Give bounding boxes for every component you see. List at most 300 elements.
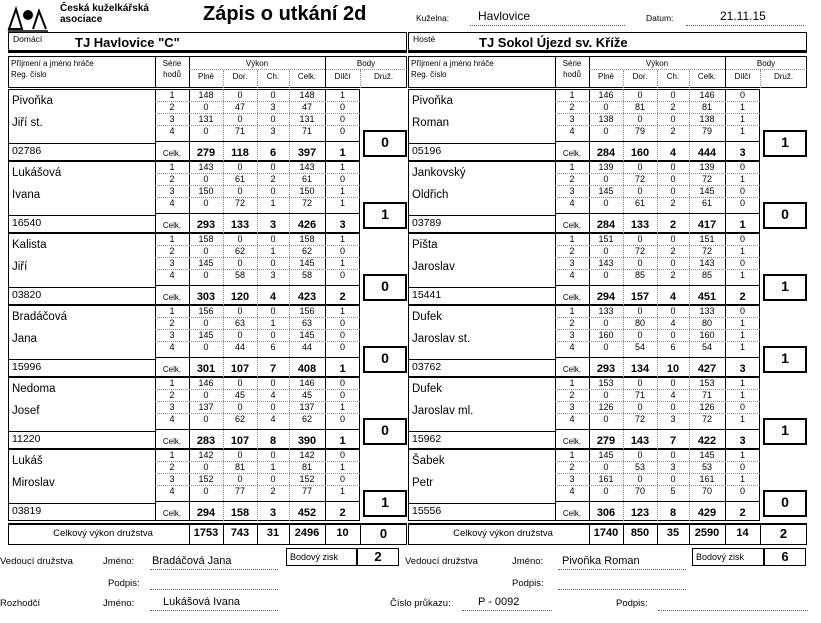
away-series-cell: 4 xyxy=(569,270,575,280)
page-title: Zápis o utkání 2d xyxy=(203,3,367,25)
home-player-reg: 15996 xyxy=(12,361,42,373)
home-player-reg: 03820 xyxy=(12,289,42,301)
away-series-cell: 0 xyxy=(739,90,745,100)
home-series-cell: 0 xyxy=(339,342,345,352)
home-col-ch-header: Ch. xyxy=(266,72,280,81)
away-total-cell: 157 xyxy=(630,291,650,303)
home-series-cell: 2 xyxy=(169,174,175,184)
away-series-cell: 0 xyxy=(637,330,643,340)
referee-podpis-label: Podpis: xyxy=(616,598,648,609)
home-total-cell: 1 xyxy=(339,363,346,375)
home-total-cell: 408 xyxy=(297,363,317,375)
away-series-cell: 160 xyxy=(699,330,715,340)
away-total-cell: 143 xyxy=(630,435,650,447)
home-series-cell: 0 xyxy=(339,114,345,124)
away-series-cell: 3 xyxy=(569,474,575,484)
away-total-cell: 417 xyxy=(697,219,717,231)
away-celk-label: Celk. xyxy=(562,365,582,374)
home-col-dilci-header: Dílčí xyxy=(334,72,351,81)
home-jmeno-label: Jméno: xyxy=(103,556,135,567)
home-series-cell: 0 xyxy=(237,162,243,172)
away-player-reg: 03789 xyxy=(412,217,442,229)
home-celk-label: Celk. xyxy=(162,437,182,446)
away-series-cell: 2 xyxy=(569,102,575,112)
away-team-total-cell: 14 xyxy=(736,527,749,539)
away-series-cell: 1 xyxy=(569,306,575,316)
away-series-cell: 133 xyxy=(598,306,614,316)
away-series-cell: 0 xyxy=(670,90,676,100)
away-series-cell: 0 xyxy=(603,486,609,496)
away-series-cell: 71 xyxy=(701,390,712,400)
away-player-reg: 15556 xyxy=(412,505,442,517)
away-celk-label: Celk. xyxy=(562,509,582,518)
away-total-cell: 8 xyxy=(669,507,677,519)
home-series-cell: 47 xyxy=(234,102,245,112)
away-series-cell: 72 xyxy=(701,246,712,256)
home-series-cell: 0 xyxy=(339,102,345,112)
home-series-cell: 142 xyxy=(198,450,214,460)
home-series-cell: 146 xyxy=(299,378,315,388)
home-col-body-header: Body xyxy=(356,59,376,68)
away-celk-label: Celk. xyxy=(562,221,582,230)
home-series-cell: 1 xyxy=(339,402,345,412)
away-series-cell: 153 xyxy=(598,378,614,388)
away-total-cell: 429 xyxy=(697,507,717,519)
away-series-cell: 80 xyxy=(634,318,645,328)
away-series-cell: 0 xyxy=(603,270,609,280)
away-series-cell: 53 xyxy=(701,462,712,472)
away-series-cell: 0 xyxy=(603,462,609,472)
home-series-cell: 2 xyxy=(169,246,175,256)
away-series-cell: 79 xyxy=(634,126,645,136)
away-series-cell: 143 xyxy=(699,258,715,268)
home-total-cell: 3 xyxy=(269,219,277,231)
away-series-cell: 0 xyxy=(670,258,676,268)
away-series-cell: 70 xyxy=(634,486,645,496)
away-total-cell: 422 xyxy=(697,435,717,447)
away-series-cell: 2 xyxy=(670,102,676,112)
away-series-cell: 2 xyxy=(670,198,676,208)
away-celk-label: Celk. xyxy=(562,293,582,302)
away-series-cell: 1 xyxy=(739,102,745,112)
home-series-cell: 45 xyxy=(301,390,312,400)
home-series-cell: 0 xyxy=(339,390,345,400)
home-total-cell: 8 xyxy=(269,435,277,447)
datum-label: Datum: xyxy=(646,13,674,23)
away-series-cell: 1 xyxy=(739,270,745,280)
home-series-cell: 1 xyxy=(339,486,345,496)
away-player-firstname: Jaroslav xyxy=(412,261,455,273)
home-team-total-cell: 2496 xyxy=(294,527,320,539)
home-celk-label: Celk. xyxy=(162,149,182,158)
home-series-cell: 0 xyxy=(339,174,345,184)
away-total-cell: 160 xyxy=(630,147,650,159)
home-series-cell: 0 xyxy=(270,258,276,268)
away-series-cell: 146 xyxy=(699,90,715,100)
away-series-cell: 2 xyxy=(569,462,575,472)
home-series-cell: 0 xyxy=(339,126,345,136)
away-series-cell: 0 xyxy=(670,306,676,316)
away-series-cell: 0 xyxy=(670,186,676,196)
away-series-cell: 54 xyxy=(701,342,712,352)
home-total-cell: 107 xyxy=(230,363,250,375)
away-series-cell: 0 xyxy=(637,162,643,172)
home-series-cell: 0 xyxy=(270,474,276,484)
away-series-cell: 1 xyxy=(739,246,745,256)
away-series-cell: 1 xyxy=(739,390,745,400)
home-total-cell: 133 xyxy=(230,219,250,231)
home-series-cell: 0 xyxy=(270,234,276,244)
home-series-cell: 2 xyxy=(169,390,175,400)
home-series-cell: 62 xyxy=(234,414,245,424)
away-series-cell: 0 xyxy=(739,306,745,316)
home-series-cell: 0 xyxy=(270,450,276,460)
home-series-cell: 2 xyxy=(169,102,175,112)
away-series-cell: 0 xyxy=(670,450,676,460)
home-series-cell: 143 xyxy=(299,162,315,172)
away-series-cell: 0 xyxy=(637,234,643,244)
home-player-surname: Kalista xyxy=(12,239,47,251)
home-series-cell: 0 xyxy=(203,390,209,400)
home-total-cell: 120 xyxy=(230,291,250,303)
away-player-points: 0 xyxy=(763,490,807,517)
home-series-cell: 1 xyxy=(169,450,175,460)
home-col-hodu-header: hodů xyxy=(163,70,181,79)
away-player-firstname: Petr xyxy=(412,477,434,489)
home-series-cell: 0 xyxy=(270,402,276,412)
home-player-reg: 02786 xyxy=(12,145,42,157)
away-player-points: 0 xyxy=(763,202,807,229)
home-series-cell: 0 xyxy=(203,486,209,496)
home-player-surname: Bradáčová xyxy=(12,311,67,323)
home-player-firstname: Jana xyxy=(12,333,37,345)
home-series-cell: 0 xyxy=(203,414,209,424)
org-line2: asociace xyxy=(60,14,103,25)
away-col-celk-header: Celk. xyxy=(697,72,717,81)
home-player-firstname: Ivana xyxy=(12,189,41,201)
home-series-cell: 145 xyxy=(198,330,214,340)
home-series-cell: 3 xyxy=(270,126,276,136)
home-series-cell: 150 xyxy=(198,186,214,196)
away-jmeno-label: Jméno: xyxy=(512,556,544,567)
home-total-cell: 3 xyxy=(339,219,346,231)
away-series-cell: 0 xyxy=(603,342,609,352)
away-col-name-header: Příjmení a jméno hráče xyxy=(411,59,494,68)
away-series-cell: 0 xyxy=(739,258,745,268)
away-series-cell: 0 xyxy=(637,186,643,196)
away-col-vykon-header: Výkon xyxy=(645,59,669,68)
home-col-name-header: Příjmení a jméno hráče xyxy=(11,59,94,68)
away-podpis-label: Podpis: xyxy=(512,578,544,589)
home-total-cell: 2 xyxy=(339,507,346,519)
away-total-cell: 134 xyxy=(630,363,650,375)
home-series-cell: 61 xyxy=(301,174,312,184)
away-series-cell: 1 xyxy=(569,378,575,388)
home-series-cell: 1 xyxy=(169,162,175,172)
home-total-cell: 294 xyxy=(196,507,216,519)
home-series-cell: 71 xyxy=(234,126,245,136)
datum-value: 21.11.15 xyxy=(720,9,766,23)
home-series-cell: 131 xyxy=(299,114,315,124)
home-series-cell: 0 xyxy=(203,342,209,352)
home-team-total-cell: 31 xyxy=(266,527,280,539)
away-series-cell: 0 xyxy=(603,126,609,136)
home-team-name: TJ Havlovice "C" xyxy=(75,35,180,50)
away-series-cell: 79 xyxy=(701,126,712,136)
home-player-surname: Pivoňka xyxy=(12,95,53,107)
away-series-cell: 3 xyxy=(569,402,575,412)
away-series-cell: 1 xyxy=(739,318,745,328)
home-series-cell: 0 xyxy=(270,186,276,196)
away-player-reg: 15962 xyxy=(412,433,442,445)
home-series-cell: 1 xyxy=(169,234,175,244)
away-series-cell: 1 xyxy=(739,114,745,124)
home-total-cell: 426 xyxy=(297,219,317,231)
away-series-cell: 0 xyxy=(670,234,676,244)
home-series-cell: 4 xyxy=(270,390,276,400)
away-series-cell: 80 xyxy=(701,318,712,328)
away-series-cell: 70 xyxy=(701,486,712,496)
away-total-cell: 4 xyxy=(669,291,677,303)
away-series-cell: 72 xyxy=(701,414,712,424)
away-col-druz-header: Druž. xyxy=(773,72,794,81)
away-series-cell: 1 xyxy=(569,234,575,244)
home-total-cell: 1 xyxy=(339,147,346,159)
home-series-cell: 62 xyxy=(234,246,245,256)
away-total-cell: 4 xyxy=(669,147,677,159)
home-series-cell: 0 xyxy=(237,186,243,196)
home-series-cell: 4 xyxy=(169,342,175,352)
home-series-cell: 4 xyxy=(169,198,175,208)
home-series-cell: 3 xyxy=(169,258,175,268)
cka-logo-icon xyxy=(6,3,50,33)
home-player-reg: 11220 xyxy=(12,433,41,445)
away-series-cell: 1 xyxy=(739,414,745,424)
away-series-cell: 161 xyxy=(699,474,715,484)
referee-prukaz-label: Číslo průkazu: xyxy=(390,598,451,609)
away-series-cell: 72 xyxy=(634,414,645,424)
away-series-cell: 0 xyxy=(603,102,609,112)
home-col-druz-header: Druž. xyxy=(373,72,394,81)
away-series-cell: 0 xyxy=(670,114,676,124)
home-series-cell: 1 xyxy=(339,198,345,208)
away-player-reg: 03762 xyxy=(412,361,442,373)
away-col-plne-header: Plné xyxy=(597,72,614,81)
away-series-cell: 160 xyxy=(598,330,614,340)
away-series-cell: 0 xyxy=(603,318,609,328)
away-total-cell: 3 xyxy=(739,147,746,159)
home-series-cell: 148 xyxy=(299,90,315,100)
home-series-cell: 3 xyxy=(169,474,175,484)
home-total-cell: 118 xyxy=(231,147,249,159)
home-series-cell: 1 xyxy=(339,306,345,316)
away-series-cell: 0 xyxy=(637,402,643,412)
away-series-cell: 0 xyxy=(739,486,745,496)
away-series-cell: 0 xyxy=(603,198,609,208)
home-series-cell: 0 xyxy=(270,162,276,172)
away-bodovy-zisk: 6 xyxy=(781,549,789,564)
home-series-cell: 0 xyxy=(237,450,243,460)
home-series-cell: 71 xyxy=(301,126,312,136)
home-series-cell: 142 xyxy=(299,450,315,460)
away-series-cell: 143 xyxy=(598,258,614,268)
away-total-cell: 293 xyxy=(596,363,616,375)
home-total-cell: 7 xyxy=(269,363,277,375)
home-player-reg: 16540 xyxy=(12,217,42,229)
away-celk-label: Celk. xyxy=(562,437,582,446)
home-series-cell: 0 xyxy=(270,306,276,316)
home-total-cell: 390 xyxy=(297,435,317,447)
home-series-cell: 1 xyxy=(270,462,276,472)
home-player-firstname: Jiří xyxy=(12,261,28,273)
home-series-cell: 62 xyxy=(301,414,312,424)
home-series-cell: 145 xyxy=(198,258,214,268)
away-series-cell: 1 xyxy=(569,450,575,460)
home-team-bar xyxy=(8,32,407,53)
home-series-cell: 77 xyxy=(301,486,312,496)
home-total-cell: 293 xyxy=(196,219,216,231)
home-series-cell: 0 xyxy=(203,174,209,184)
org-line1: Česká kuželkářská xyxy=(60,3,149,14)
away-series-cell: 3 xyxy=(569,186,575,196)
away-series-cell: 6 xyxy=(670,342,676,352)
away-total-cell: 2 xyxy=(669,219,677,231)
home-celk-label: Celk. xyxy=(162,365,182,374)
home-series-cell: 58 xyxy=(301,270,312,280)
home-series-cell: 2 xyxy=(169,462,175,472)
away-series-cell: 72 xyxy=(634,174,645,184)
home-player-points: 1 xyxy=(363,202,407,229)
home-series-cell: 1 xyxy=(270,198,276,208)
home-series-cell: 1 xyxy=(339,162,345,172)
away-series-cell: 0 xyxy=(670,162,676,172)
away-total-cell: 10 xyxy=(666,363,680,375)
home-series-cell: 143 xyxy=(198,162,214,172)
home-total-cell: 107 xyxy=(230,435,250,447)
home-series-cell: 152 xyxy=(198,474,214,484)
away-series-cell: 145 xyxy=(699,186,715,196)
home-series-cell: 77 xyxy=(234,486,245,496)
away-series-cell: 4 xyxy=(670,318,676,328)
home-total-cell: 279 xyxy=(196,147,216,159)
home-series-cell: 145 xyxy=(299,330,315,340)
away-player-surname: Dufek xyxy=(412,311,443,323)
home-col-celk-header: Celk. xyxy=(297,72,317,81)
away-player-points: 1 xyxy=(763,346,807,373)
away-series-cell: 53 xyxy=(634,462,645,472)
away-total-cell: 284 xyxy=(596,147,616,159)
home-total-cell: 158 xyxy=(230,507,250,519)
home-series-cell: 61 xyxy=(234,174,245,184)
away-series-cell: 1 xyxy=(739,126,745,136)
away-player-surname: Šabek xyxy=(412,455,445,467)
home-total-cell: 3 xyxy=(269,507,277,519)
away-total-cell: 279 xyxy=(596,435,616,447)
away-team-total-cell: 35 xyxy=(666,527,680,539)
home-series-cell: 0 xyxy=(203,270,209,280)
away-series-cell: 151 xyxy=(699,234,715,244)
home-series-cell: 2 xyxy=(270,174,276,184)
away-series-cell: 0 xyxy=(637,378,643,388)
home-total-cell: 423 xyxy=(297,291,317,303)
home-player-reg: 03819 xyxy=(12,505,42,517)
away-series-cell: 81 xyxy=(701,102,712,112)
away-series-cell: 0 xyxy=(603,246,609,256)
home-series-cell: 0 xyxy=(270,378,276,388)
away-series-cell: 138 xyxy=(699,114,715,124)
away-series-cell: 2 xyxy=(569,318,575,328)
away-total-cell: 133 xyxy=(630,219,650,231)
home-bodovy-zisk: 2 xyxy=(374,549,382,564)
away-total-cell: 2 xyxy=(739,507,746,519)
away-player-firstname: Oldřich xyxy=(412,189,449,201)
home-celk-label: Celk. xyxy=(162,509,182,518)
away-series-cell: 0 xyxy=(637,474,643,484)
home-team-total-label: Celkový výkon družstva xyxy=(53,528,153,539)
home-series-cell: 6 xyxy=(270,342,276,352)
away-series-cell: 4 xyxy=(569,126,575,136)
home-total-cell: 2 xyxy=(339,291,346,303)
away-player-firstname: Jaroslav ml. xyxy=(412,405,474,417)
away-series-cell: 126 xyxy=(598,402,614,412)
away-series-cell: 0 xyxy=(739,186,745,196)
away-series-cell: 126 xyxy=(699,402,715,412)
home-team-total-cell: 10 xyxy=(336,527,349,539)
away-col-hodu-header: hodů xyxy=(563,70,581,79)
away-series-cell: 138 xyxy=(598,114,614,124)
home-series-cell: 131 xyxy=(198,114,214,124)
home-series-cell: 44 xyxy=(301,342,312,352)
away-team-total-label: Celkový výkon družstva xyxy=(453,528,553,539)
away-series-cell: 2 xyxy=(569,390,575,400)
away-player-reg: 05196 xyxy=(412,145,442,157)
home-player-firstname: Jiří st. xyxy=(12,117,43,129)
home-series-cell: 3 xyxy=(270,270,276,280)
away-series-cell: 161 xyxy=(598,474,614,484)
home-series-cell: 3 xyxy=(169,186,175,196)
away-total-cell: 294 xyxy=(596,291,616,303)
away-series-cell: 145 xyxy=(598,186,614,196)
home-total-cell: 301 xyxy=(196,363,216,375)
home-series-cell: 0 xyxy=(339,450,345,460)
away-vedouci-name: Pivoňka Roman xyxy=(562,555,640,567)
home-series-cell: 0 xyxy=(270,90,276,100)
home-series-cell: 0 xyxy=(237,234,243,244)
home-series-cell: 0 xyxy=(203,318,209,328)
away-series-cell: 2 xyxy=(569,246,575,256)
home-vedouci-label: Vedoucí družstva xyxy=(0,556,73,567)
away-total-cell: 3 xyxy=(739,363,746,375)
home-podpis-label: Podpis: xyxy=(108,578,140,589)
away-series-cell: 139 xyxy=(699,162,715,172)
away-series-cell: 4 xyxy=(670,390,676,400)
home-celk-label: Celk. xyxy=(162,293,182,302)
away-total-cell: 3 xyxy=(739,435,746,447)
away-series-cell: 1 xyxy=(739,174,745,184)
away-player-points: 1 xyxy=(763,130,807,157)
home-series-cell: 150 xyxy=(299,186,315,196)
home-series-cell: 63 xyxy=(234,318,245,328)
home-series-cell: 47 xyxy=(301,102,312,112)
home-series-cell: 1 xyxy=(169,306,175,316)
away-total-cell: 1 xyxy=(739,219,746,231)
away-series-cell: 1 xyxy=(739,474,745,484)
away-player-surname: Pišta xyxy=(412,239,438,251)
home-series-cell: 62 xyxy=(301,246,312,256)
away-total-cell: 306 xyxy=(596,507,616,519)
away-series-cell: 4 xyxy=(569,198,575,208)
home-series-cell: 1 xyxy=(339,90,345,100)
